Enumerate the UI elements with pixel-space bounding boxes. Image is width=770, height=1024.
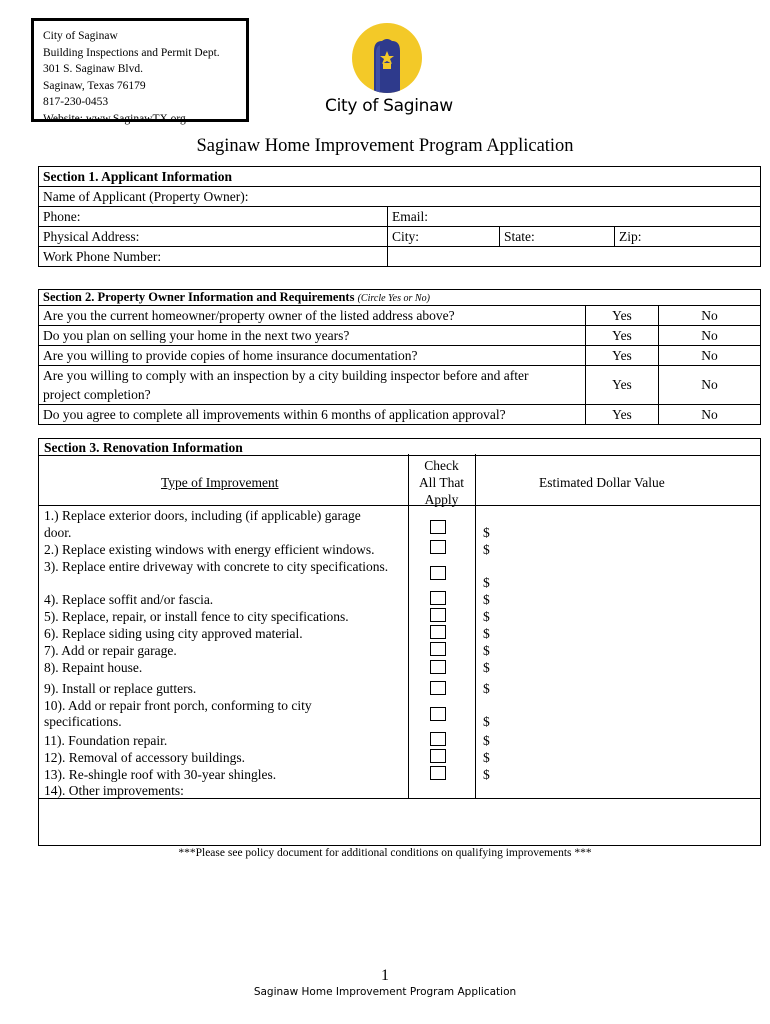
item-7: 7). Add or repair garage. (44, 643, 177, 658)
item-11-dollar-field[interactable]: $ (483, 733, 490, 748)
item-12: 12). Removal of accessory buildings. (44, 750, 245, 765)
item-12-dollar-field[interactable]: $ (483, 750, 490, 765)
shield-icon (352, 23, 422, 93)
contact-line: 301 S. Saginaw Blvd. (43, 63, 143, 75)
item-13-checkbox[interactable] (430, 766, 446, 780)
yes-option[interactable]: Yes (586, 306, 659, 326)
state-field[interactable]: State: (500, 227, 615, 247)
item-4-dollar-field[interactable]: $ (483, 592, 490, 607)
question-2: Do you plan on selling your home in the next two years? (39, 326, 586, 346)
item-12-checkbox[interactable] (430, 749, 446, 763)
item-7-checkbox[interactable] (430, 642, 446, 656)
question-5: Do you agree to complete all improvements within 6 months of application approval? (39, 405, 586, 425)
item-3-dollar-field[interactable]: $ (483, 575, 490, 590)
item-2-dollar-field[interactable]: $ (483, 542, 490, 557)
question-1: Are you the current homeowner/property owner of the listed address above? (39, 306, 586, 326)
section2-table (38, 289, 761, 425)
contact-box (31, 18, 249, 125)
question-3: Are you willing to provide copies of home insurance documentation? (39, 346, 586, 366)
item-11-checkbox[interactable] (430, 732, 446, 746)
phone-field[interactable]: Phone: (39, 207, 388, 227)
item-1-dollar-field[interactable]: $ (483, 525, 490, 540)
col-type-header: Type of Improvement (161, 475, 279, 490)
name-of-applicant-field[interactable]: Name of Applicant (Property Owner): (39, 187, 761, 207)
section2-hint: (Circle Yes or No) (357, 293, 430, 304)
item-4: 4). Replace soffit and/or fascia. (44, 592, 214, 607)
item-6: 6). Replace siding using city approved material. (44, 626, 303, 641)
yes-option[interactable]: Yes (586, 366, 659, 405)
no-option[interactable]: No (659, 306, 761, 326)
section1-table (38, 166, 761, 267)
item-14: 14). Other improvements: (44, 783, 184, 798)
item-9-dollar-field[interactable]: $ (483, 681, 490, 696)
item-5: 5). Replace, repair, or install fence to city specifications. (44, 609, 349, 624)
section2-heading (39, 290, 761, 306)
item-11: 11). Foundation repair. (44, 733, 168, 748)
footer-text: Saginaw Home Improvement Program Application (253, 986, 517, 998)
contact-line: Building Inspections and Permit Dept. (43, 46, 220, 59)
item-8-dollar-field[interactable]: $ (483, 660, 490, 675)
item-7-dollar-field[interactable]: $ (483, 643, 490, 658)
work-phone-blank[interactable] (388, 247, 761, 267)
no-option[interactable]: No (659, 346, 761, 366)
section1-heading: Section 1. Applicant Information (39, 167, 761, 187)
item-6-dollar-field[interactable]: $ (483, 626, 490, 641)
item-9: 9). Install or replace gutters. (44, 681, 197, 696)
item-8: 8). Repaint house. (44, 660, 143, 675)
item-3-checkbox[interactable] (430, 566, 446, 580)
no-option[interactable]: No (659, 366, 761, 405)
col-value-header: Estimated Dollar Value (539, 475, 665, 490)
question-4 (39, 366, 586, 405)
email-field[interactable]: Email: (388, 207, 761, 227)
yes-option[interactable]: Yes (586, 326, 659, 346)
item-2: 2.) Replace existing windows with energy efficient windows. (44, 542, 375, 557)
question-4-line-1: Are you willing to comply with an inspection by a city building inspector before and after (43, 368, 529, 383)
col-check-header-2: All That (418, 475, 465, 490)
item-4-checkbox[interactable] (430, 591, 446, 605)
col-check-header-1: Check (424, 458, 459, 473)
section3-heading: Section 3. Renovation Information (44, 440, 243, 455)
item-1-line-2: door. (44, 525, 72, 540)
item-2-checkbox[interactable] (430, 540, 446, 554)
item-10-dollar-field[interactable]: $ (483, 714, 490, 729)
item-9-checkbox[interactable] (430, 681, 446, 695)
item-10-line-1: 10). Add or repair front porch, conforming to city (44, 698, 312, 713)
item-5-checkbox[interactable] (430, 608, 446, 622)
item-10-line-2: specifications. (44, 714, 122, 729)
header-divider (39, 505, 760, 506)
item-13-dollar-field[interactable]: $ (483, 767, 490, 782)
item-5-dollar-field[interactable]: $ (483, 609, 490, 624)
policy-note: ***Please see policy document for additional conditions on qualifying improvements *** (178, 847, 592, 859)
contact-line: 817-230-0453 (43, 96, 109, 108)
item-1-checkbox[interactable] (430, 520, 446, 534)
form-title: Saginaw Home Improvement Program Application (196, 136, 574, 156)
item-3: 3). Replace entire driveway with concrete to city specifications. (44, 559, 389, 574)
question-4-line-2: project completion? (43, 387, 151, 402)
section3-divider (39, 455, 760, 456)
section2-heading-text: Section 2. Property Owner Information and Requirements (43, 290, 355, 304)
contact-website: Website: www.SaginawTX.org (43, 112, 186, 125)
item-13: 13). Re-shingle roof with 30-year shingles. (44, 767, 277, 782)
no-option[interactable]: No (659, 405, 761, 425)
contact-line: City of Saginaw (43, 30, 118, 42)
item-1-line-1: 1.) Replace exterior doors, including (if applicable) garage (44, 508, 361, 523)
physical-address-field[interactable]: Physical Address: (39, 227, 388, 247)
city-logo-icon (352, 23, 422, 93)
city-field[interactable]: City: (388, 227, 500, 247)
work-phone-field[interactable]: Work Phone Number: (39, 247, 388, 267)
city-logo-name: City of Saginaw (325, 96, 453, 116)
col-check-header-3: Apply (424, 492, 459, 507)
no-option[interactable]: No (659, 326, 761, 346)
item-10-checkbox[interactable] (430, 707, 446, 721)
section3-box (38, 438, 761, 846)
zip-field[interactable]: Zip: (615, 227, 761, 247)
page-number: 1 (381, 967, 389, 984)
item-6-checkbox[interactable] (430, 625, 446, 639)
contact-line: Saginaw, Texas 76179 (43, 79, 146, 92)
item-8-checkbox[interactable] (430, 660, 446, 674)
yes-option[interactable]: Yes (586, 405, 659, 425)
yes-option[interactable]: Yes (586, 346, 659, 366)
